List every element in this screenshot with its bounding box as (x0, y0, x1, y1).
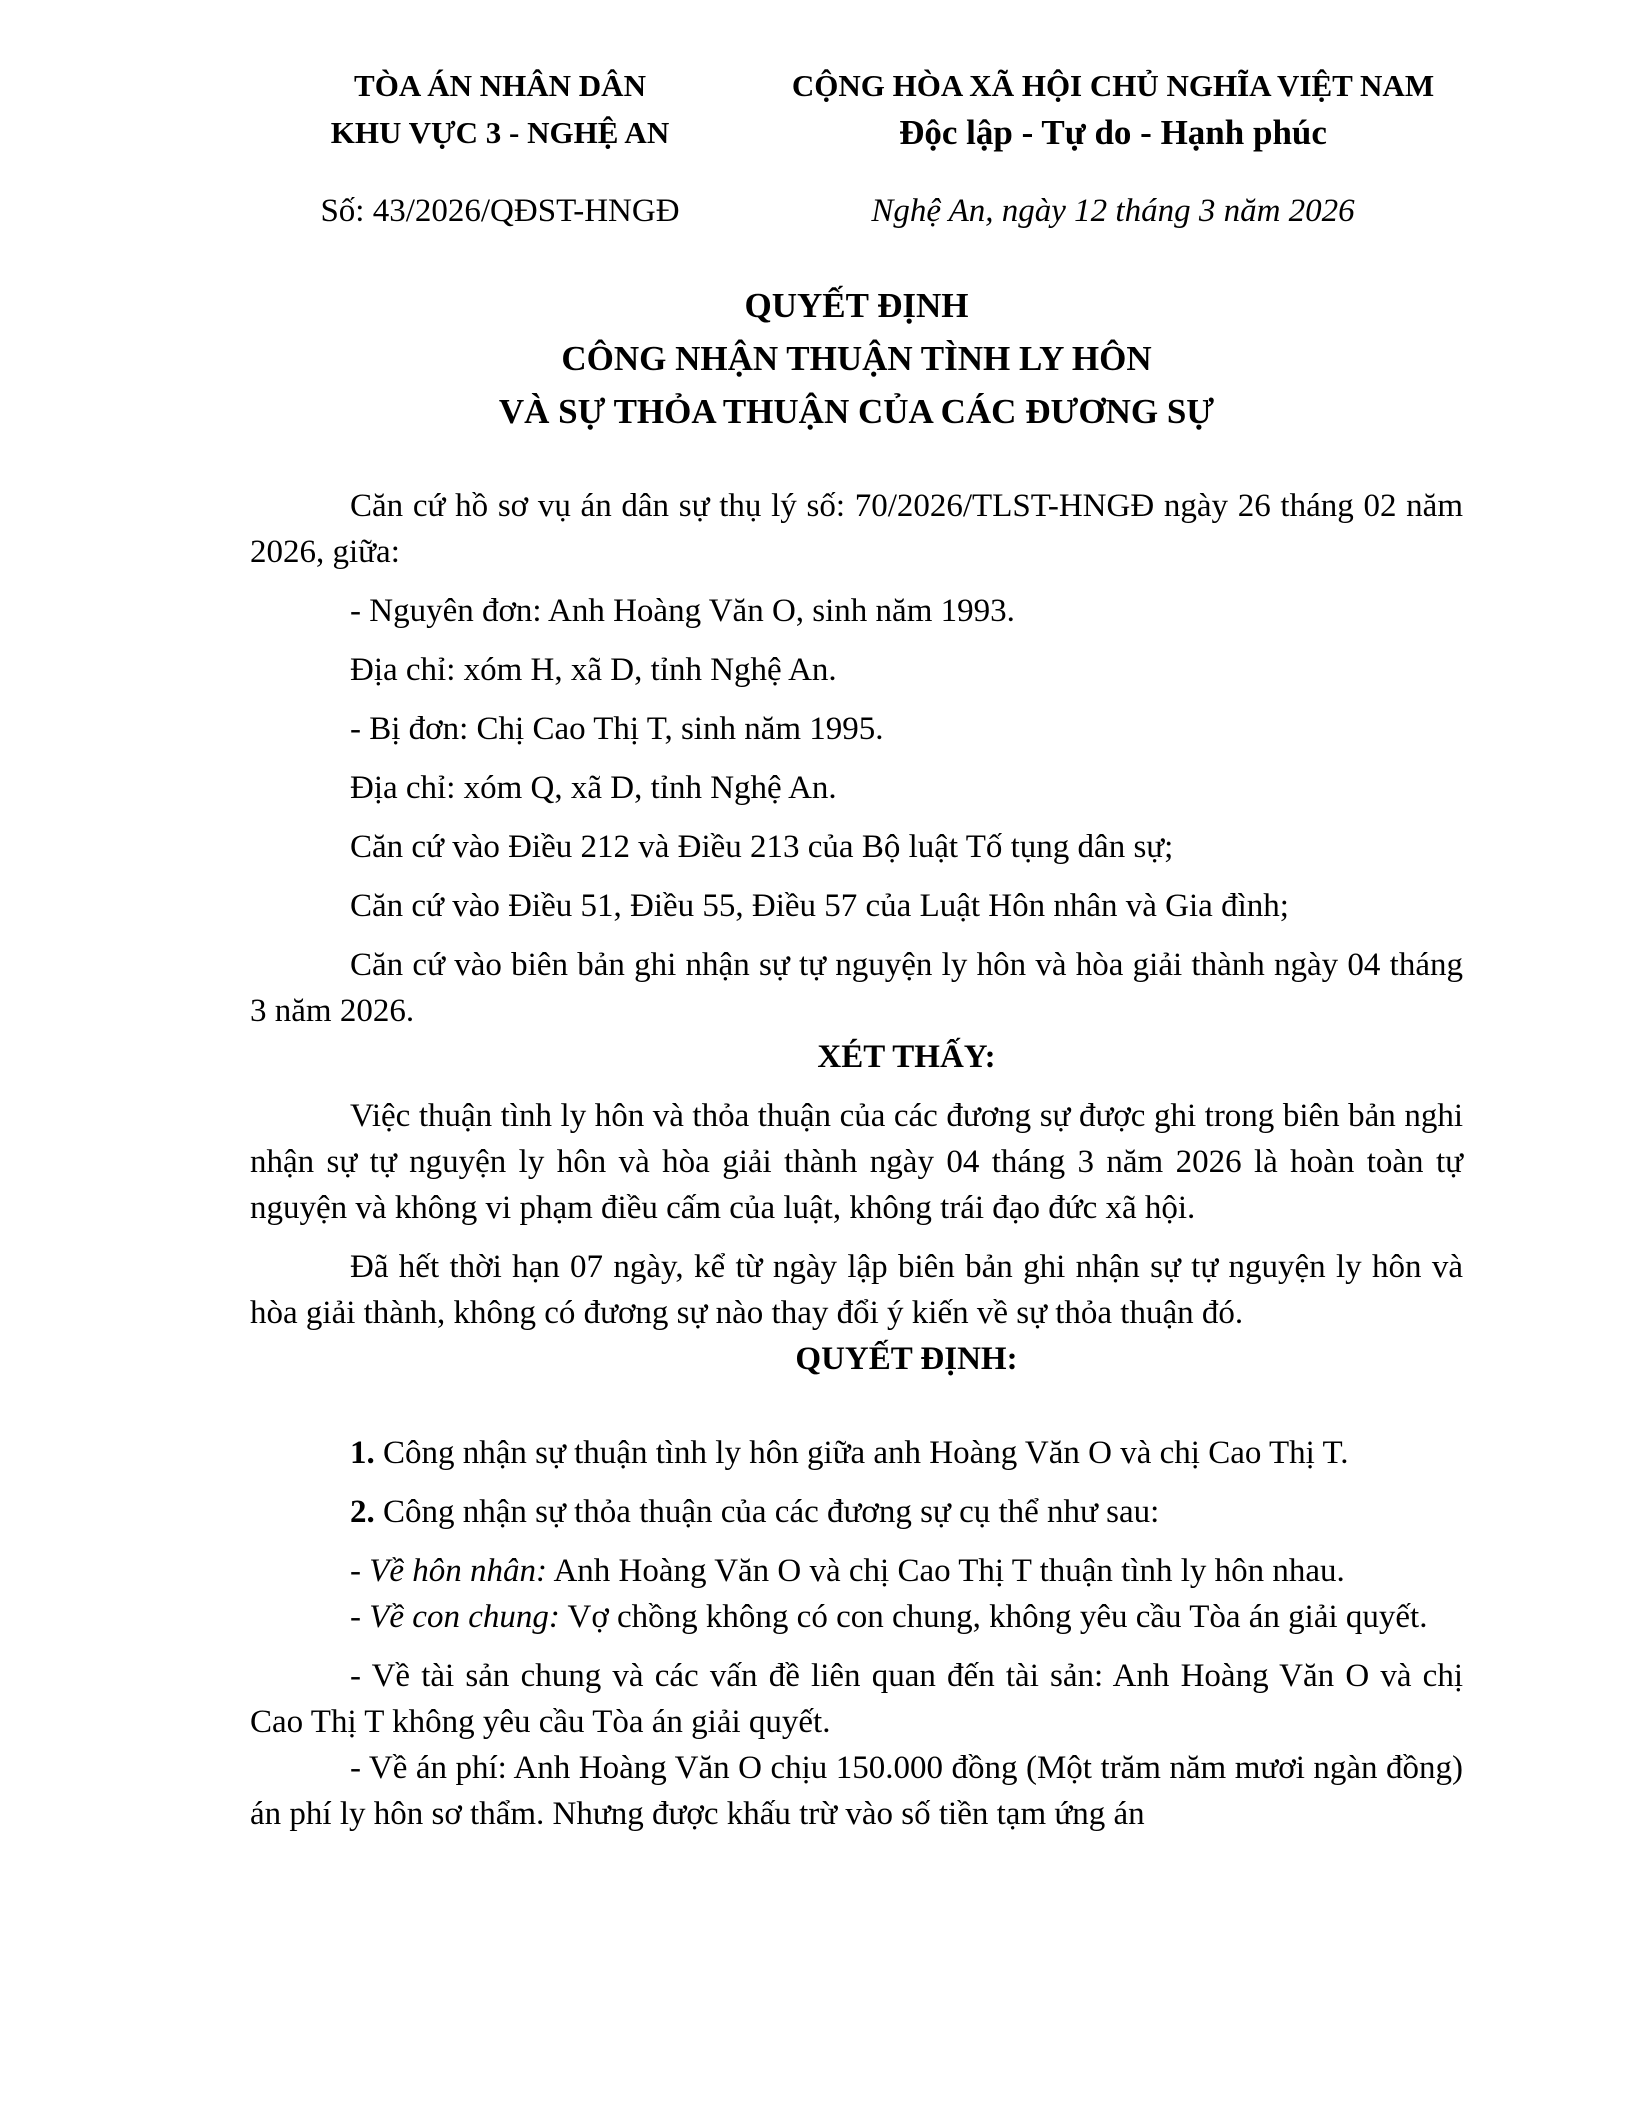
body-paragraph (250, 483, 1463, 575)
body-paragraph (250, 883, 1463, 929)
text-run: - Về tài sản chung và các vấn đề liên quan đến tài sản: Anh Hoàng Văn O và chị Cao Thị T không yêu cầu Tòa án giải quyết. (250, 1658, 1463, 1740)
document-title-line2: CÔNG NHẬN THUẬN TÌNH LY HÔN (561, 339, 1152, 378)
issuing-court-block (250, 62, 750, 156)
body-paragraph (250, 647, 1463, 693)
place-dateline: Nghệ An, ngày 12 tháng 3 năm 2026 (871, 193, 1355, 229)
text-run: Công nhận sự thuận tình ly hôn giữa anh Hoàng Văn O và chị Cao Thị T. (374, 1435, 1349, 1471)
text-run: - Về án phí: Anh Hoàng Văn O chịu 150.000 đồng (Một trăm năm mươi ngàn đồng) án phí ly hôn sơ thẩm. Nhưng được khấu trừ vào số tiền tạm ứng án (250, 1750, 1463, 1832)
body-paragraph (250, 1244, 1463, 1336)
text-run: Anh Hoàng Văn O và chị Cao Thị T thuận tình ly hôn nhau. (547, 1553, 1345, 1589)
text-run: Công nhận sự thỏa thuận của các đương sự cụ thể như sau: (374, 1494, 1160, 1530)
section-heading (250, 1034, 1463, 1080)
document-body (250, 483, 1463, 1837)
text-run: Đã hết thời hạn 07 ngày, kể từ ngày lập biên bản ghi nhận sự tự nguyện ly hôn và hòa giải thành, không có đương sự nào thay đổi ý kiến về sự thỏa thuận đó. (250, 1249, 1463, 1331)
body-paragraph (250, 1653, 1463, 1745)
text-run: QUYẾT ĐỊNH: (795, 1341, 1018, 1377)
text-run: Căn cứ hồ sơ vụ án dân sự thụ lý số: 70/2026/TLST-HNGĐ ngày 26 tháng 02 năm 2026, giữa: (250, 488, 1463, 570)
body-paragraph (250, 1745, 1463, 1837)
document-title-line3: VÀ SỰ THỎA THUẬN CỦA CÁC ĐƯƠNG SỰ (498, 392, 1215, 431)
document-title-line1: QUYẾT ĐỊNH (744, 286, 969, 325)
body-paragraph (250, 706, 1463, 752)
body-paragraph (250, 824, 1463, 870)
body-paragraph (250, 1430, 1463, 1476)
number-date-row (250, 188, 1463, 234)
national-motto-line1: CỘNG HÒA XÃ HỘI CHỦ NGHĨA VIỆT NAM (791, 68, 1435, 103)
text-run: Địa chỉ: xóm H, xã D, tỉnh Nghệ An. (350, 652, 837, 688)
court-name-line2: KHU VỰC 3 - NGHỆ AN (330, 115, 670, 150)
text-run: Căn cứ vào Điều 212 và Điều 213 của Bộ luật Tố tụng dân sự; (350, 829, 1174, 865)
text-run: Việc thuận tình ly hôn và thỏa thuận của các đương sự được ghi trong biên bản nghi nhận sự tự nguyện ly hôn và hòa giải thành ngày 04 tháng 3 năm 2026 là hoàn toàn tự nguyện và không vi phạm điều cấm của luật, không trái đạo đức xã hội. (250, 1098, 1463, 1226)
text-run: Căn cứ vào Điều 51, Điều 55, Điều 57 của Luật Hôn nhân và Gia đình; (350, 888, 1289, 924)
text-run: - Bị đơn: Chị Cao Thị T, sinh năm 1995. (350, 711, 884, 747)
document-header (250, 62, 1463, 156)
text-run: Địa chỉ: xóm Q, xã D, tỉnh Nghệ An. (350, 770, 837, 806)
text-run: Về con chung: (369, 1599, 560, 1635)
text-run: 1. (350, 1435, 375, 1471)
body-paragraph (250, 1548, 1463, 1594)
text-run: Căn cứ vào biên bản ghi nhận sự tự nguyện ly hôn và hòa giải thành ngày 04 tháng 3 năm 2026. (250, 947, 1463, 1029)
body-paragraph (250, 1093, 1463, 1231)
national-motto-line2: Độc lập - Tự do - Hạnh phúc (899, 113, 1327, 152)
section-heading (250, 1336, 1463, 1382)
body-paragraph (250, 588, 1463, 634)
body-paragraph (250, 765, 1463, 811)
text-run: Về hôn nhân: (369, 1553, 548, 1589)
body-paragraph (250, 1594, 1463, 1640)
text-run: - (350, 1599, 370, 1635)
text-run: XÉT THẤY: (817, 1039, 996, 1075)
text-run: - Nguyên đơn: Anh Hoàng Văn O, sinh năm 1993. (350, 593, 1015, 629)
body-paragraph (250, 942, 1463, 1034)
text-run: - (350, 1553, 370, 1589)
document-number: Số: 43/2026/QĐST-HNGĐ (320, 193, 680, 229)
national-motto-block (763, 62, 1463, 156)
body-paragraph (250, 1489, 1463, 1535)
document-title (250, 279, 1463, 438)
text-run: 2. (350, 1494, 375, 1530)
text-run: Vợ chồng không có con chung, không yêu cầu Tòa án giải quyết. (559, 1599, 1428, 1635)
court-name-line1: TÒA ÁN NHÂN DÂN (354, 68, 646, 103)
